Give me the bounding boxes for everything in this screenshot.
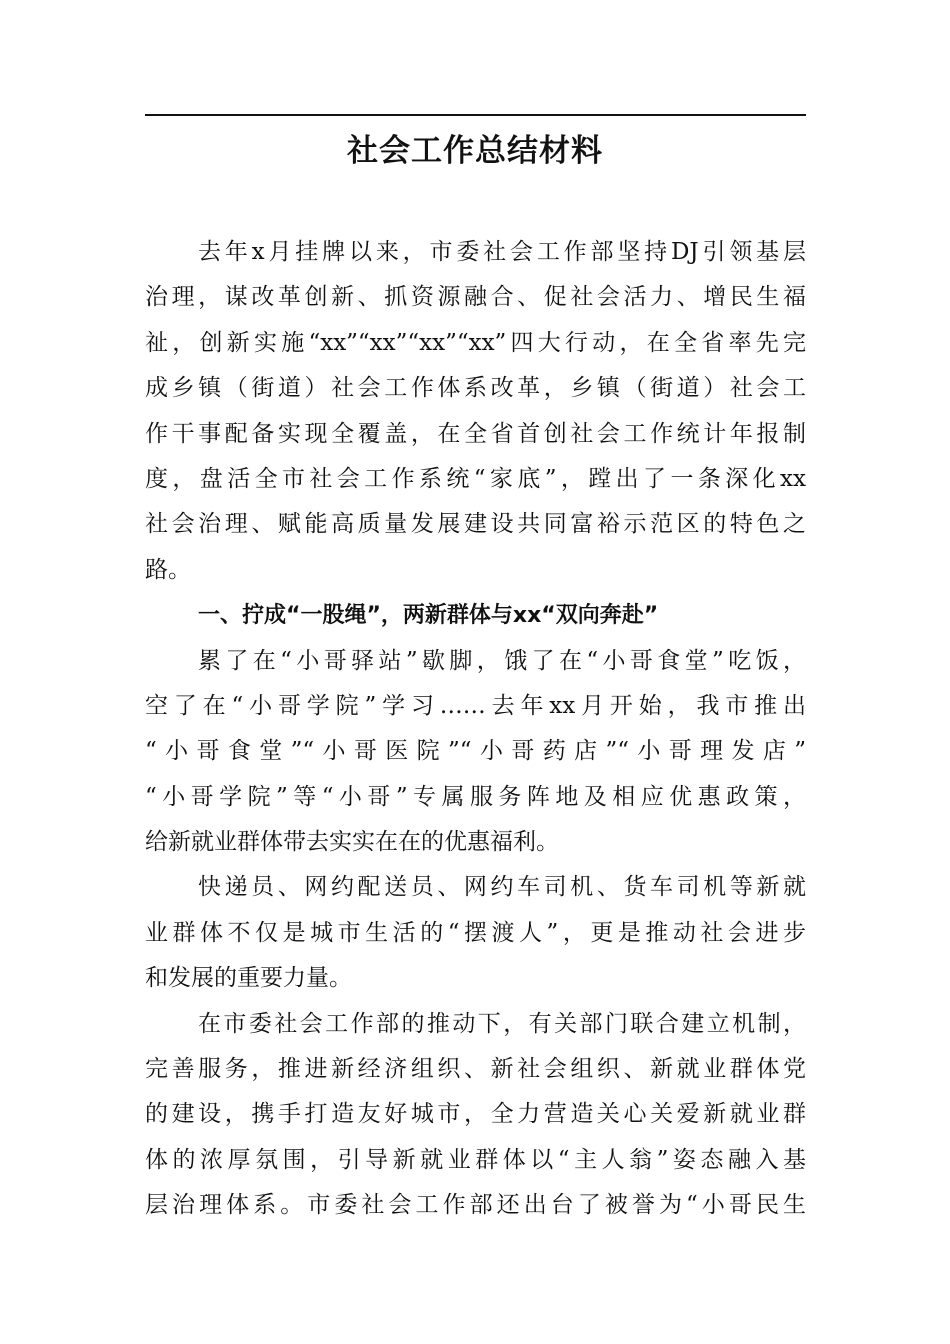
paragraph-line: 祉，创新实施“xx”“xx”“xx”“xx”四大行动，在全省率先完 xyxy=(145,329,806,356)
paragraph-line: 体的浓厚氛围，引导新就业群体以“主人翁”姿态融入基 xyxy=(145,1146,806,1173)
header-rule xyxy=(145,114,806,116)
paragraph xyxy=(145,1002,806,1229)
paragraph xyxy=(145,639,806,866)
paragraph-line: 社会治理、赋能高质量发展建设共同富裕示范区的特色之 xyxy=(145,511,806,538)
document-title: 社会工作总结材料 xyxy=(347,133,603,169)
paragraph-line: 层治理体系。市委社会工作部还出台了被誉为“小哥民生 xyxy=(145,1192,806,1219)
paragraph-line: 累了在“小哥驿站”歇脚，饿了在“小哥食堂”吃饭， xyxy=(198,647,806,674)
paragraph-line: 空了在“小哥学院”学习……去年xx月开始，我市推出 xyxy=(145,692,806,719)
paragraph-line: 和发展的重要力量。 xyxy=(145,965,352,992)
paragraph-line: 治理，谋改革创新、抓资源融合、促社会活力、增民生福 xyxy=(145,284,806,311)
document-body xyxy=(145,230,806,1229)
paragraph xyxy=(145,230,806,593)
paragraph xyxy=(145,865,806,1001)
paragraph-line: 的建设，携手打造友好城市，全力营造关心关爱新就业群 xyxy=(145,1101,806,1128)
paragraph-line: “小哥学院”等“小哥”专属服务阵地及相应优惠政策， xyxy=(145,783,806,810)
paragraph-line: 快递员、网约配送员、网约车司机、货车司机等新就 xyxy=(198,874,806,901)
paragraph-line: 在市委社会工作部的推动下，有关部门联合建立机制， xyxy=(198,1010,806,1037)
paragraph-line: 作干事配备实现全覆盖，在全省首创社会工作统计年报制 xyxy=(145,420,806,447)
paragraph-line: “小哥食堂”“小哥医院”“小哥药店”“小哥理发店” xyxy=(145,738,806,765)
paragraph-line: 给新就业群体带去实实在在的优惠福利。 xyxy=(145,829,559,856)
paragraph-line: 成乡镇（街道）社会工作体系改革，乡镇（街道）社会工 xyxy=(145,375,806,402)
paragraph-line: 完善服务，推进新经济组织、新社会组织、新就业群体党 xyxy=(145,1056,806,1083)
paragraph-line: 路。 xyxy=(145,556,191,583)
paragraph-line: 度，盘活全市社会工作系统“家底”，蹚出了一条深化xx xyxy=(145,465,806,492)
section-heading: 一、拧成“一股绳”，两新群体与xx“双向奔赴” xyxy=(198,603,659,629)
paragraph-line: 去年x月挂牌以来，市委社会工作部坚持DJ引领基层 xyxy=(198,239,806,265)
paragraph-line: 业群体不仅是城市生活的“摆渡人”，更是推动社会进步 xyxy=(145,919,806,946)
